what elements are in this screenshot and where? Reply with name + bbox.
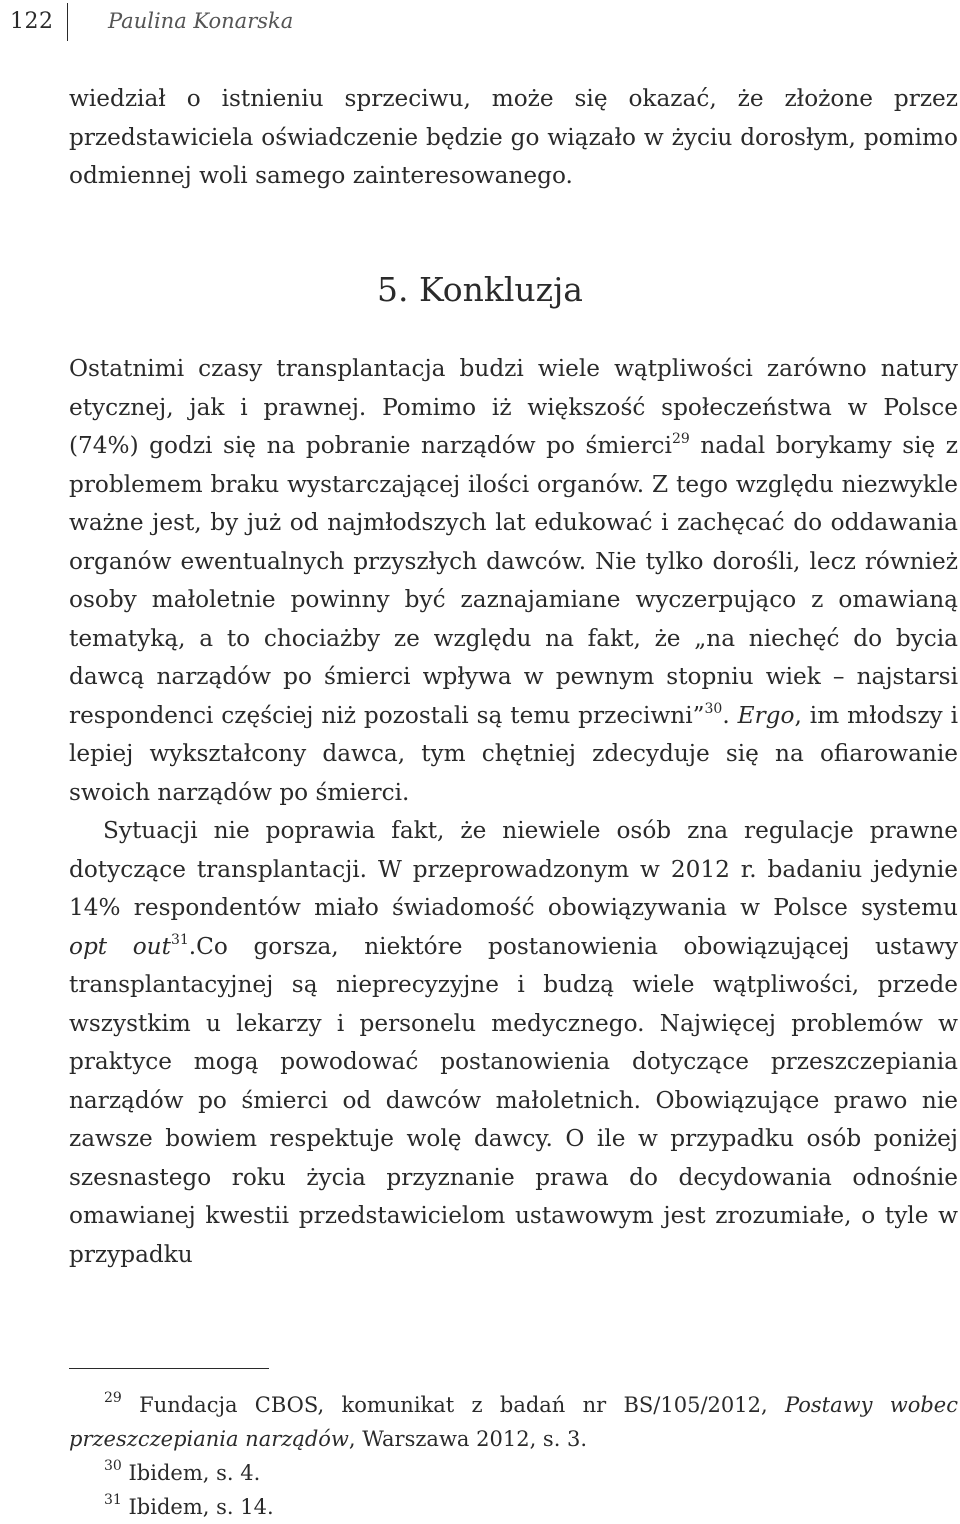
paragraph-1-part-b: nadal borykamy się z problemem braku wystarczającej ilości organów. Z tego względu niezwykle ważne jest, by już od najmłodszych lat edukować i zachęcać do oddawania organów ewentualnych przyszłych dawców. Nie tylko dorośli, lecz również osoby małoletnie powinny być zaznajamiane wyczerpująco z omawianą tematyką, a to chociażby ze względu na fakt, że „na niechęć do bycia dawcą narządów po śmierci wpływa w pewnym stopniu wiek – najstarsi respondenci częściej niż pozostali są temu przeciwni” xyxy=(69,432,958,729)
footnote-title: Postawy wobec przeszczepiania narządów xyxy=(69,1393,958,1451)
footnote-ref-31[interactable]: 31 xyxy=(170,931,189,948)
running-author: Paulina Konarska xyxy=(108,9,294,33)
header-divider xyxy=(67,3,68,41)
section-heading: 5. Konkluzja xyxy=(377,270,583,309)
footnote-text: , Warszawa 2012, s. 3. xyxy=(348,1427,588,1451)
footnote-number: 30 xyxy=(104,1458,122,1475)
footnote-number: 31 xyxy=(104,1492,122,1509)
footnote-text: Ibidem, s. 14. xyxy=(121,1495,274,1519)
footnotes xyxy=(69,1388,958,1524)
ergo-emphasis: Ergo xyxy=(737,701,795,729)
running-header xyxy=(0,0,960,44)
footnote-ref-29[interactable]: 29 xyxy=(671,431,690,448)
footnote-30 xyxy=(69,1456,958,1490)
footnote-number: 29 xyxy=(104,1390,122,1407)
paragraph-1-part-c: . xyxy=(722,701,738,729)
footnote-separator xyxy=(69,1368,269,1369)
intro-paragraph xyxy=(69,80,958,196)
footnote-ref-30[interactable]: 30 xyxy=(704,700,723,717)
footnote-29 xyxy=(69,1388,958,1456)
footnote-text: Ibidem, s. 4. xyxy=(121,1461,261,1485)
opt-out-emphasis: opt out xyxy=(69,932,171,960)
intro-text: wiedział o istnieniu sprzeciwu, może się okazać, że złożone przez przedstawiciela oświadczenie będzie go wiązało w życiu dorosłym, pomimo odmiennej woli samego zainteresowanego. xyxy=(69,85,958,189)
footnote-text: Fundacja CBOS, komunikat z badań nr BS/105/2012, xyxy=(121,1393,785,1417)
paragraph-1-part-d: , im młodszy i lepiej wykształcony dawca, tym chętniej zdecyduje się na ofiarowanie swoich narządów po śmierci. xyxy=(69,701,958,806)
section-body xyxy=(69,350,958,1274)
page-number: 122 xyxy=(10,9,54,34)
paragraph-2-part-a: Sytuacji nie poprawia fakt, że niewiele osób zna regulacje prawne dotyczące transplantacji. W przeprowadzonym w 2012 r. badaniu jedynie 14% respondentów miało świadomość obowiązywania w Polsce systemu xyxy=(69,817,958,921)
paragraph-1 xyxy=(69,350,958,812)
footnote-31 xyxy=(69,1490,958,1524)
paragraph-2-part-b: .Co gorsza, niektóre postanowienia obowiązującej ustawy transplantacyjnej są nieprecyzyjne i budzą wiele wątpliwości, przede wszystkim u lekarzy i personelu medycznego. Najwięcej problemów w praktyce mogą powodować postanowienia dotyczące przeszczepiania narządów po śmierci od dawców małoletnich. Obowiązujące prawo nie zawsze bowiem respektuje wolę dawcy. O ile w przypadku osób poniżej szesnastego roku życia przyznanie prawa do decydowania odnośnie omawianej kwestii przedstawicielom ustawowym jest zrozumiałe, o tyle w przypadku xyxy=(69,932,958,1268)
paragraph-2 xyxy=(69,812,958,1274)
paragraph-1-part-a: Ostatnimi czasy transplantacja budzi wiele wątpliwości zarówno natury etycznej, jak i prawnej. Pomimo iż większość społeczeństwa w Polsce (74%) godzi się na pobranie narządów po śmierci xyxy=(69,355,958,459)
